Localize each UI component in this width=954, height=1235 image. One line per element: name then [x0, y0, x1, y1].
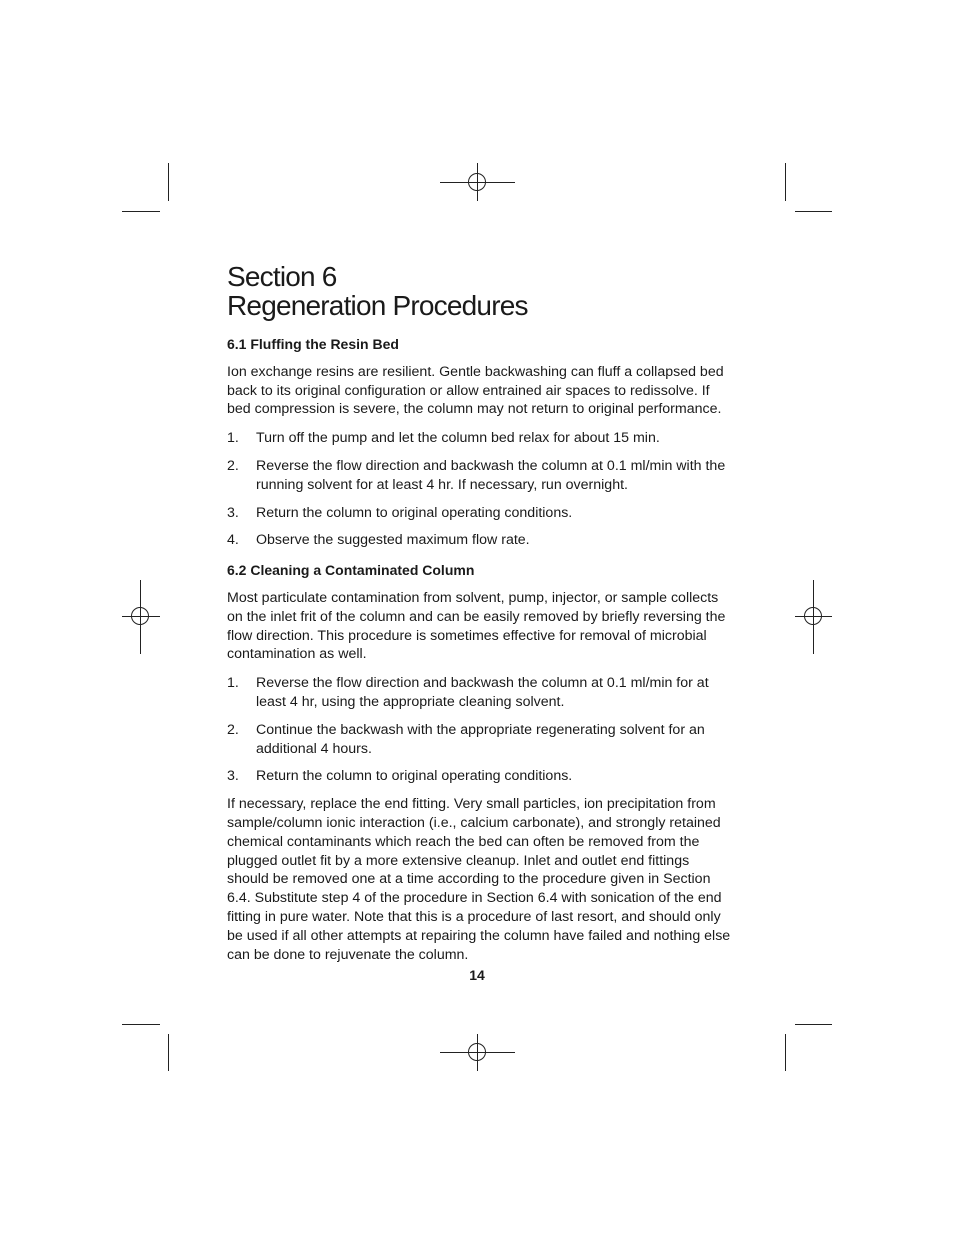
list-number: 2. [227, 721, 239, 738]
section-title [227, 262, 732, 320]
list-text: Turn off the pump and let the column bed relax for about 15 min. [256, 430, 660, 447]
procedure-list-fluffing [227, 429, 732, 550]
page-content [227, 262, 732, 974]
list-item [227, 721, 732, 759]
procedure-list-cleaning [227, 674, 732, 786]
paragraph: Most particulate contamination from solvent, pump, injector, or sample collects on the inlet frit of the column and can be easily removed by briefly reversing the flow direction. This procedure is sometimes effective for removal of microbial contamination as well. [227, 589, 726, 663]
registration-circle-icon [468, 1043, 486, 1061]
list-number: 3. [227, 768, 239, 785]
registration-circle-icon [131, 607, 149, 625]
crop-mark [785, 1034, 786, 1071]
list-number: 1. [227, 430, 239, 447]
crop-mark [168, 163, 169, 201]
list-number: 4. [227, 532, 239, 549]
crop-mark [122, 211, 160, 212]
page-number: 14 [469, 967, 485, 983]
subsection-heading-cleaning: 6.2 Cleaning a Contaminated Column [227, 562, 475, 579]
list-item [227, 674, 732, 712]
list-text: Observe the suggested maximum flow rate. [256, 532, 530, 549]
crop-mark [785, 163, 786, 201]
list-text: Reverse the flow direction and backwash the column at 0.1 ml/min with the running solvent for at least 4 hr. If necessary, run overnight. [256, 457, 726, 493]
list-text: Reverse the flow direction and backwash the column at 0.1 ml/min for at least 4 hr, using the appropriate cleaning solvent. [256, 675, 709, 710]
section-name: Regeneration Procedures [227, 290, 528, 321]
list-number: 2. [227, 457, 239, 474]
list-text: Continue the backwash with the appropriate regenerating solvent for an additional 4 hours. [256, 721, 705, 757]
crop-mark [122, 1024, 160, 1025]
paragraph: Ion exchange resins are resilient. Gentle backwashing can fluff a collapsed bed back to its original configuration or allow entrained air spaces to redissolve. If bed compression is severe, the column may not return to original performance. [227, 363, 724, 418]
list-item [227, 429, 732, 448]
crop-mark [168, 1034, 169, 1071]
subsection-heading-fluffing: 6.1 Fluffing the Resin Bed [227, 336, 399, 352]
list-text: Return the column to original operating conditions. [256, 768, 573, 785]
section-number: Section 6 [227, 261, 337, 292]
list-text: Return the column to original operating conditions. [256, 504, 573, 521]
list-item [227, 504, 732, 523]
crop-mark [795, 1024, 832, 1025]
registration-circle-icon [468, 173, 486, 191]
registration-circle-icon [804, 607, 822, 625]
list-item [227, 531, 732, 550]
list-item [227, 457, 732, 495]
list-number: 1. [227, 675, 239, 692]
list-number: 3. [227, 504, 239, 521]
crop-mark [795, 211, 832, 212]
paragraph: If necessary, replace the end fitting. Very small particles, ion precipitation from sample/column ionic interaction (i.e., calcium carbonate), and strongly retained chemical contaminants which reach the bed can often be removed from the plugged outlet fit by a more extensive cleanup. Inlet and outlet end fittings should be removed one at a time according to the procedure given in Section 6.4. Substitute step 4 of the procedure in Section 6.4 with sonication of the end fitting in pure water. Note that this is a procedure of last resort, and should only be used if all other attempts at repairing the column have failed and nothing else can be done to rejuvenate the column. [227, 796, 731, 963]
list-item [227, 767, 732, 786]
